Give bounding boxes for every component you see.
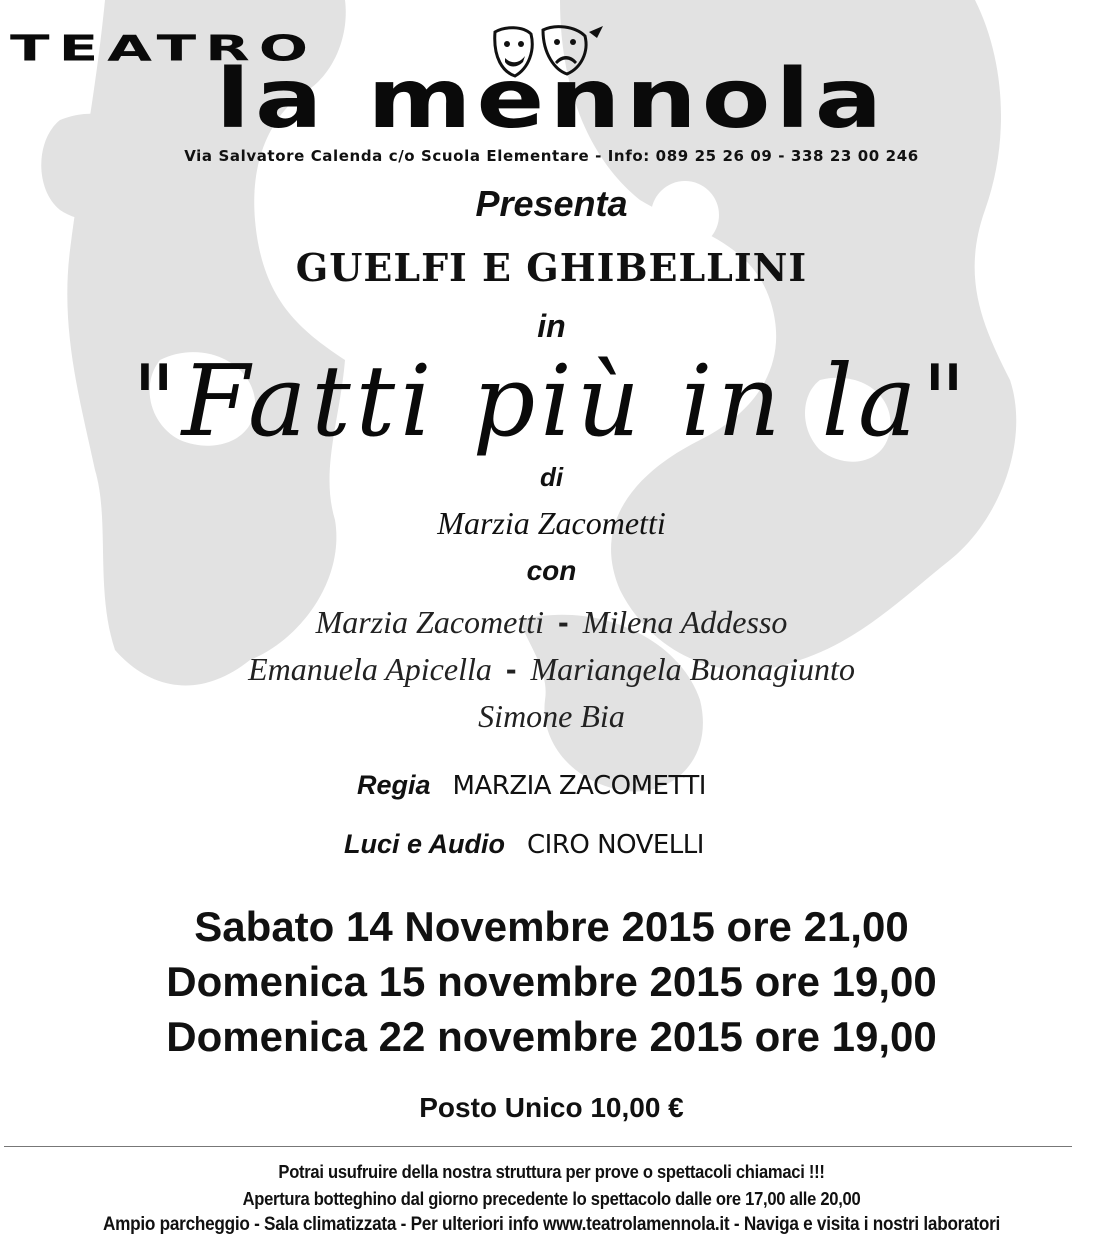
performance-date: Domenica 22 novembre 2015 ore 19,00	[166, 1013, 937, 1060]
footer-line: Ampio parcheggio - Sala climatizzata - Per ulteriori info www.teatrolamennola.it - Naviga e visita i nostri laboratori	[102, 1214, 1000, 1235]
credit-value: CIRO NOVELLI	[527, 830, 704, 860]
cast-member: Mariangela Buonagiunto	[530, 651, 855, 687]
credit-value: MARZIA ZACOMETTI	[452, 771, 706, 801]
author-name: Marzia Zacometti	[437, 505, 666, 541]
cast-line	[0, 604, 1103, 641]
cast-separator: -	[558, 604, 569, 640]
di-label: di	[539, 462, 564, 492]
in-label: in	[537, 308, 566, 344]
performance-date: Sabato 14 Novembre 2015 ore 21,00	[194, 903, 909, 950]
cast-member: Milena Addesso	[582, 604, 788, 640]
cast-line	[0, 651, 1103, 688]
theater-address: Via Salvatore Calenda c/o Scuola Elementare - Info: 089 25 26 09 - 338 23 00 246	[184, 147, 919, 165]
cast-member: Emanuela Apicella	[248, 651, 492, 687]
cast-member: Simone Bia	[478, 698, 625, 734]
footer-divider	[4, 1146, 1072, 1147]
show-title: "Fatti più in la"	[131, 345, 972, 459]
logo-teatro-text: TEATRO	[10, 26, 318, 70]
company-name: GUELFI E GHIBELLINI	[295, 245, 808, 290]
credit-regia	[357, 770, 706, 801]
presenta-label: Presenta	[475, 183, 628, 224]
con-label: con	[526, 555, 577, 586]
ticket-price: Posto Unico 10,00 €	[419, 1092, 684, 1123]
cast-separator: -	[505, 651, 517, 687]
credit-label: Regia	[357, 770, 431, 800]
performance-date: Domenica 15 novembre 2015 ore 19,00	[166, 958, 937, 1005]
credit-label: Luci e Audio	[344, 829, 505, 859]
footer-line: Potrai usufruire della nostra struttura per prove o spettacoli chiamaci !!!	[278, 1162, 825, 1182]
logo-lamennola-text: la mennola	[215, 50, 888, 147]
footer-line: Apertura botteghino dal giorno precedente lo spettacolo dalle ore 17,00 alle 20,00	[242, 1189, 861, 1209]
credit-luci-audio	[344, 829, 704, 860]
cast-member: Marzia Zacometti	[315, 604, 545, 640]
